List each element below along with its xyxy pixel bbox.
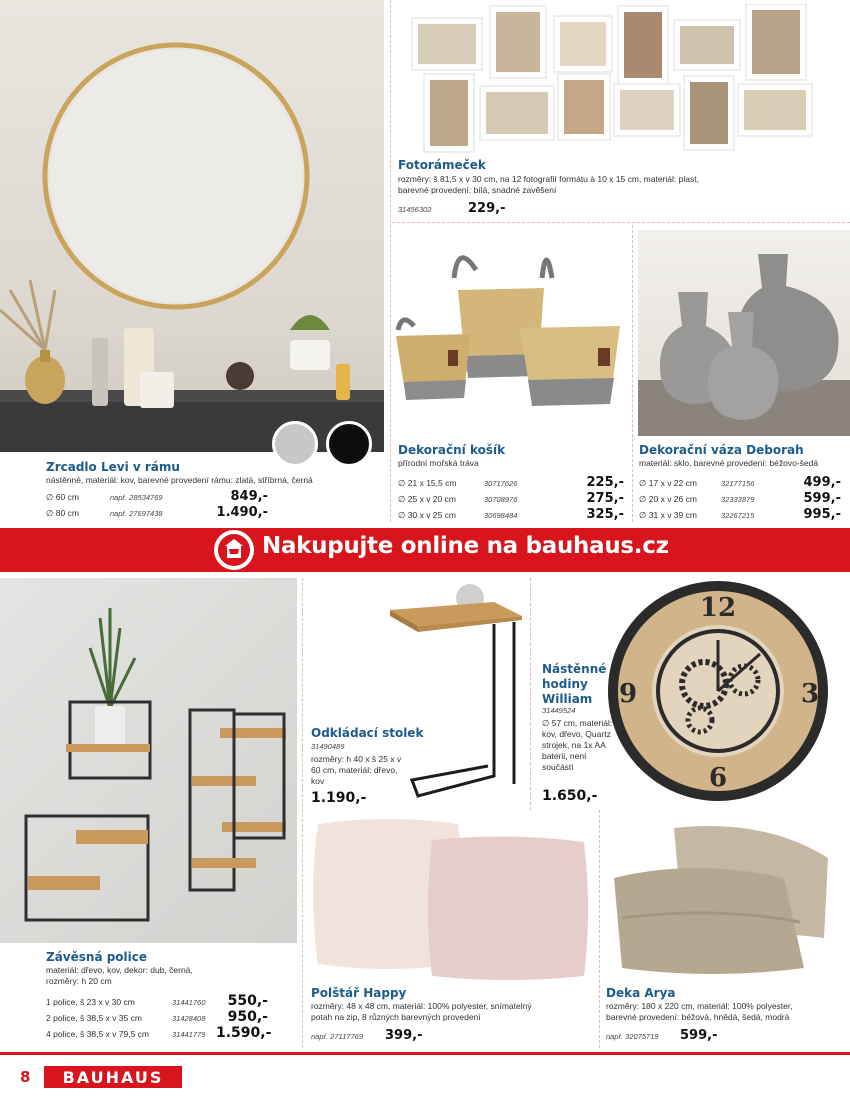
divider	[392, 222, 850, 223]
price-label: 599,-	[680, 1028, 718, 1043]
code-label: 30698484	[484, 511, 518, 520]
code-label: např. 27117769	[311, 1032, 363, 1041]
size-label: 1 police, š 23 x v 30 cm	[46, 997, 135, 1007]
divider	[599, 810, 600, 1048]
blanket-row	[606, 1028, 717, 1043]
vase-row-1	[639, 475, 841, 490]
code-label: 32333879	[721, 495, 755, 504]
shelf-desc: materiál: dřevo, kov, dekor: dub, černá, rozměry: h 20 cm	[46, 965, 193, 986]
price-label: 399,-	[385, 1028, 423, 1043]
table-price: 1.190,-	[311, 790, 367, 806]
basket-desc: přírodní mořská tráva	[398, 458, 479, 468]
basket-row-3	[398, 507, 624, 522]
shelf-row-3	[46, 1025, 272, 1041]
code-label: 32177156	[721, 479, 755, 488]
divider	[530, 578, 531, 810]
price-label: 550,-	[227, 993, 268, 1009]
clock-code: 31449524	[542, 706, 576, 715]
bauhaus-logo[interactable]	[44, 1066, 182, 1088]
svg-text:3: 3	[800, 679, 820, 709]
shelf-image	[0, 578, 297, 943]
shelf-row-1	[46, 993, 268, 1009]
blanket-image	[604, 818, 836, 984]
size-label: ∅ 20 x v 26 cm	[639, 494, 697, 504]
code-label: např. 32075719	[606, 1032, 659, 1041]
mirror-title: Zrcadlo Levi v rámu	[46, 460, 180, 474]
table-desc: rozměry: h 40 x š 25 x v 60 cm, materiál: dřevo, kov	[311, 754, 402, 786]
frame-title: Fotorámeček	[398, 158, 486, 172]
clock-price: 1.650,-	[542, 788, 598, 804]
basket-row-2	[398, 491, 624, 506]
size-label: ∅ 60 cm	[46, 492, 79, 502]
size-label: 4 police, š 38,5 x v 79,5 cm	[46, 1029, 149, 1039]
price-label: 1.590,-	[216, 1025, 272, 1041]
clock-title: Nástěnné hodiny William	[542, 662, 607, 706]
size-label: ∅ 25 x v 20 cm	[398, 494, 456, 504]
svg-text:9: 9	[618, 679, 638, 709]
mirror-photo	[0, 0, 384, 452]
swatch-black	[326, 421, 372, 467]
cart-icon	[214, 530, 254, 570]
mirror-row-2	[46, 505, 268, 520]
table-code: 31490489	[311, 742, 345, 751]
vase-row-3	[639, 507, 841, 522]
blanket-title: Deka Arya	[606, 986, 676, 1000]
code-label: 31456302	[398, 205, 432, 214]
code-label: 31441760	[172, 998, 206, 1007]
price-label: 1.490,-	[216, 505, 268, 520]
code-label: 32267215	[721, 511, 755, 520]
size-label: ∅ 30 x v 25 cm	[398, 510, 456, 520]
code-label: např. 28534769	[110, 493, 163, 502]
price-label: 849,-	[230, 489, 268, 504]
size-label: ∅ 31 x v 39 cm	[639, 510, 697, 520]
clock-desc: ∅ 57 cm, materiál: kov, dřevo, Quartz strojek, na 1x AA baterii, není součástí	[542, 718, 613, 772]
basket-image	[392, 230, 628, 430]
size-label: ∅ 80 cm	[46, 508, 79, 518]
vase-desc: materiál: sklo, barevné provedení: béžovo-šedá	[639, 458, 819, 468]
frame-desc: rozměry: š 81,5 x v 30 cm, na 12 fotografií formátu à 10 x 15 cm, materiál: plast, barevné provedení: bílá, snadné zavěšení	[398, 174, 699, 195]
pillow-image	[308, 814, 598, 980]
basket-title: Dekorační košík	[398, 443, 506, 457]
frame-row	[398, 201, 505, 216]
size-label: ∅ 21 x 15,5 cm	[398, 478, 457, 488]
svg-text:6: 6	[708, 763, 728, 793]
photo-frame-image	[404, 4, 824, 154]
pillow-desc: rozměry: 48 x 48 cm, materiál: 100% polyester, snímatelný potah na zip, 8 různých barevných provedení	[311, 1001, 532, 1022]
blanket-desc: rozměry: 180 x 220 cm, materiál: 100% polyester, barevné provedení: béžová, hnědá, šedá, modrá	[606, 1001, 793, 1022]
page-number: 8	[20, 1068, 31, 1086]
footer-rule	[0, 1052, 850, 1055]
vase-image	[638, 230, 850, 436]
table-title: Odkládací stolek	[311, 726, 424, 740]
vase-row-2	[639, 491, 841, 506]
code-label: 31441779	[172, 1030, 206, 1039]
price-label: 950,-	[227, 1009, 268, 1025]
divider	[390, 0, 391, 522]
code-label: 31428408	[172, 1014, 206, 1023]
price-label: 229,-	[468, 201, 506, 216]
mirror-desc: nástěnné, materiál: kov, barevné provedení rámu: zlatá, stříbrná, černá	[46, 475, 313, 485]
logo-text: BAUHAUS	[62, 1067, 164, 1087]
price-label: 499,-	[803, 475, 841, 490]
size-label: ∅ 17 x v 22 cm	[639, 478, 697, 488]
price-label: 275,-	[586, 491, 624, 506]
shelf-row-2	[46, 1009, 268, 1025]
banner-text: Nakupujte online na bauhaus.cz	[262, 533, 669, 559]
price-label: 599,-	[803, 491, 841, 506]
clock-image	[604, 578, 836, 804]
price-label: 995,-	[803, 507, 841, 522]
pillow-title: Polštář Happy	[311, 986, 407, 1000]
price-label: 325,-	[586, 507, 624, 522]
pillow-row	[311, 1028, 422, 1043]
code-label: 30708976	[484, 495, 518, 504]
svg-text:12: 12	[699, 593, 737, 623]
shelf-title: Závěsná police	[46, 950, 148, 964]
basket-row-1	[398, 475, 624, 490]
code-label: 30717626	[484, 479, 518, 488]
divider	[632, 225, 633, 522]
mirror-row-1	[46, 489, 268, 504]
code-label: např. 27697438	[110, 509, 163, 518]
divider	[302, 578, 303, 1048]
size-label: 2 police, š 38,5 x v 35 cm	[46, 1013, 142, 1023]
vase-title: Dekorační váza Deborah	[639, 443, 804, 457]
price-label: 225,-	[586, 475, 624, 490]
swatch-silver	[272, 421, 318, 467]
